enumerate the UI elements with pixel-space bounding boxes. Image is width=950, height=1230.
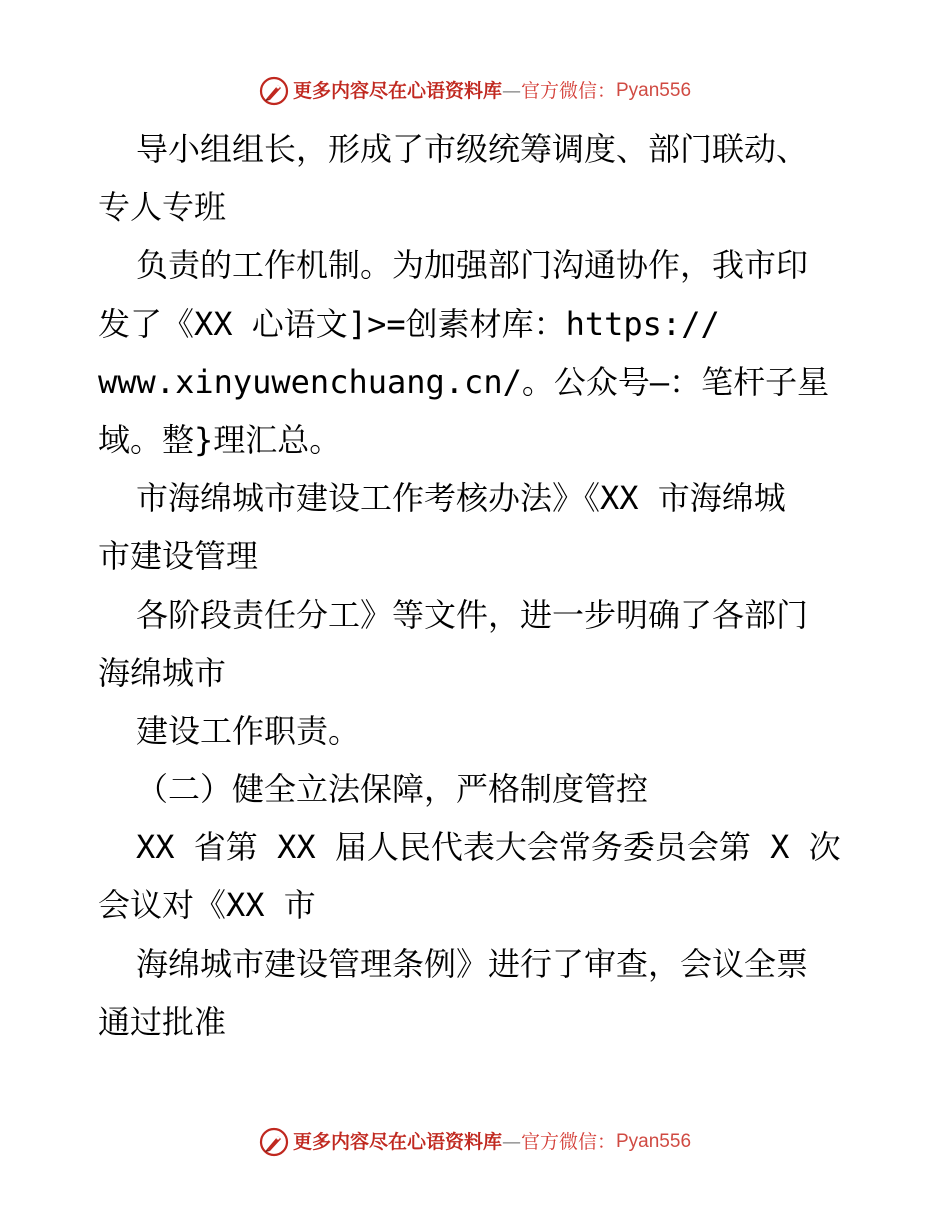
section-heading: （二）健全立法保障，严格制度管控 bbox=[136, 770, 649, 809]
watermark-main-text: 更多内容尽在心语资料库 bbox=[292, 80, 502, 102]
text-line: www.xinyuwenchuang.cn/。公众号—：笔杆子星 bbox=[98, 362, 830, 401]
text-line: 通过批准 bbox=[98, 1002, 227, 1041]
text-line: 导小组组长，形成了市级统筹调度、部门联动、 bbox=[136, 130, 809, 168]
text-line: 建设工作职责。 bbox=[136, 711, 361, 750]
text-line: 专人专班 bbox=[98, 188, 227, 227]
watermark-dash: — bbox=[501, 80, 521, 102]
text-line: 市建设管理 bbox=[98, 537, 259, 576]
text-line: 市海绵城市建设工作考核办法》《XX 市海绵城 bbox=[136, 479, 786, 518]
watermark-wechat-label: 官方微信： bbox=[520, 80, 616, 102]
text-line: 海绵城市建设管理条例》进行了审查，会议全票 bbox=[136, 944, 809, 983]
watermark-dash: — bbox=[501, 1131, 521, 1153]
footer-watermark bbox=[0, 1127, 950, 1157]
text-line: 负责的工作机制。为加强部门沟通协作，我市印 bbox=[136, 246, 809, 285]
watermark-wechat-id: Pyan556 bbox=[616, 1131, 692, 1152]
text-line: 海绵城市 bbox=[98, 653, 227, 692]
pen-nib-logo-icon bbox=[259, 76, 289, 106]
text-line: 各阶段责任分工》等文件，进一步明确了各部门 bbox=[136, 595, 809, 634]
text-line: 发了《XX 心语文]>=创素材库：https:// bbox=[98, 304, 720, 343]
header-watermark bbox=[0, 76, 950, 106]
watermark-main-text: 更多内容尽在心语资料库 bbox=[292, 1131, 502, 1153]
watermark-wechat-id: Pyan556 bbox=[616, 80, 692, 101]
text-line: 会议对《XX 市 bbox=[98, 886, 316, 925]
text-line: XX 省第 XX 届人民代表大会常务委员会第 X 次 bbox=[136, 828, 841, 867]
watermark-wechat-label: 官方微信： bbox=[520, 1131, 616, 1153]
pen-nib-logo-icon bbox=[259, 1127, 289, 1157]
document-body bbox=[98, 120, 888, 1051]
text-line: 域。整}理汇总。 bbox=[98, 420, 342, 459]
